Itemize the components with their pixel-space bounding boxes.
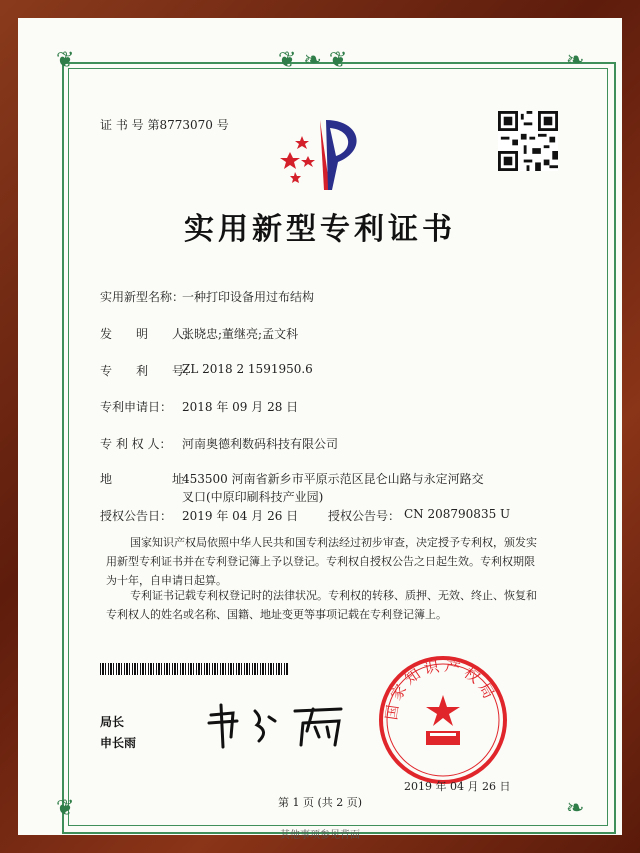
inventor-label: 发 明 人：: [100, 327, 197, 341]
patent-number-label: 专 利 号：: [100, 364, 197, 378]
corner-ornament-bl: ❦: [56, 796, 75, 821]
handwritten-signature: [203, 701, 353, 751]
name-label: 实用新型名称：: [100, 290, 185, 304]
top-ornament: ❦ ❧ ❦: [278, 48, 348, 73]
certificate-title: 实用新型专利证书: [184, 212, 456, 247]
corner-ornament-br: ❧: [566, 796, 585, 821]
grant-number-value: CN 208790835 U: [404, 507, 511, 521]
seal-text: 国家知识产权局: [382, 656, 500, 722]
barcode: [100, 663, 288, 675]
body-paragraph-1: 国家知识产权局依照中华人民共和国专利法经过初步审查，决定授予专利权，颁发实用新型专利证书并在专利登记簿上予以登记。专利权自授权公告之日起生效。专利权期限为十年，自申请日起算。: [106, 536, 537, 587]
address-line2: 叉口(中原印刷科技产业园): [182, 490, 324, 504]
official-seal: [378, 655, 508, 785]
corner-ornament-tl: ❦: [56, 48, 75, 73]
signer-title: 局长: [100, 715, 125, 729]
owner-value: 河南奥德利数码科技有限公司: [182, 437, 339, 451]
seal-date: 2019 年 04 月 26 日: [404, 780, 511, 793]
address-label: 地 址：: [100, 472, 197, 486]
page-indicator: 第 1 页 (共 2 页): [277, 796, 363, 809]
inventor-value: 张晓忠;董继亮;孟文科: [182, 327, 299, 341]
owner-label: 专 利 权 人：: [100, 437, 172, 451]
qr-code: [498, 111, 558, 171]
grant-number-label: 授权公告号：: [328, 509, 401, 523]
grant-date-label: 授权公告日：: [100, 509, 173, 523]
body-paragraph-2: 专利证书记载专利权登记时的法律状况。专利权的转移、质押、无效、终止、恢复和专利权人的姓名或名称、国籍、地址变更等事项记载在专利登记簿上。: [106, 589, 537, 621]
address-line1: 453500 河南省新乡市平原示范区昆仑山路与永定河路交: [182, 472, 484, 486]
bottom-note: 其他事项参见背面: [280, 830, 360, 841]
signature-text: 申长雨: [203, 701, 206, 702]
certificate-number: 证 书 号 第8773070 号: [100, 118, 229, 132]
certificate-paper: [18, 18, 622, 841]
apply-date-label: 专利申请日：: [100, 400, 173, 414]
patent-number-value: ZL 2018 2 1591950.6: [182, 362, 313, 376]
corner-ornament-tr: ❧: [566, 48, 585, 73]
signer-name: 申长雨: [100, 736, 137, 750]
grant-date-value: 2019 年 04 月 26 日: [182, 509, 299, 523]
patent-office-logo: [280, 110, 372, 192]
name-value: 一种打印设备用过布结构: [182, 290, 315, 304]
apply-date-value: 2018 年 09 月 28 日: [182, 400, 299, 414]
